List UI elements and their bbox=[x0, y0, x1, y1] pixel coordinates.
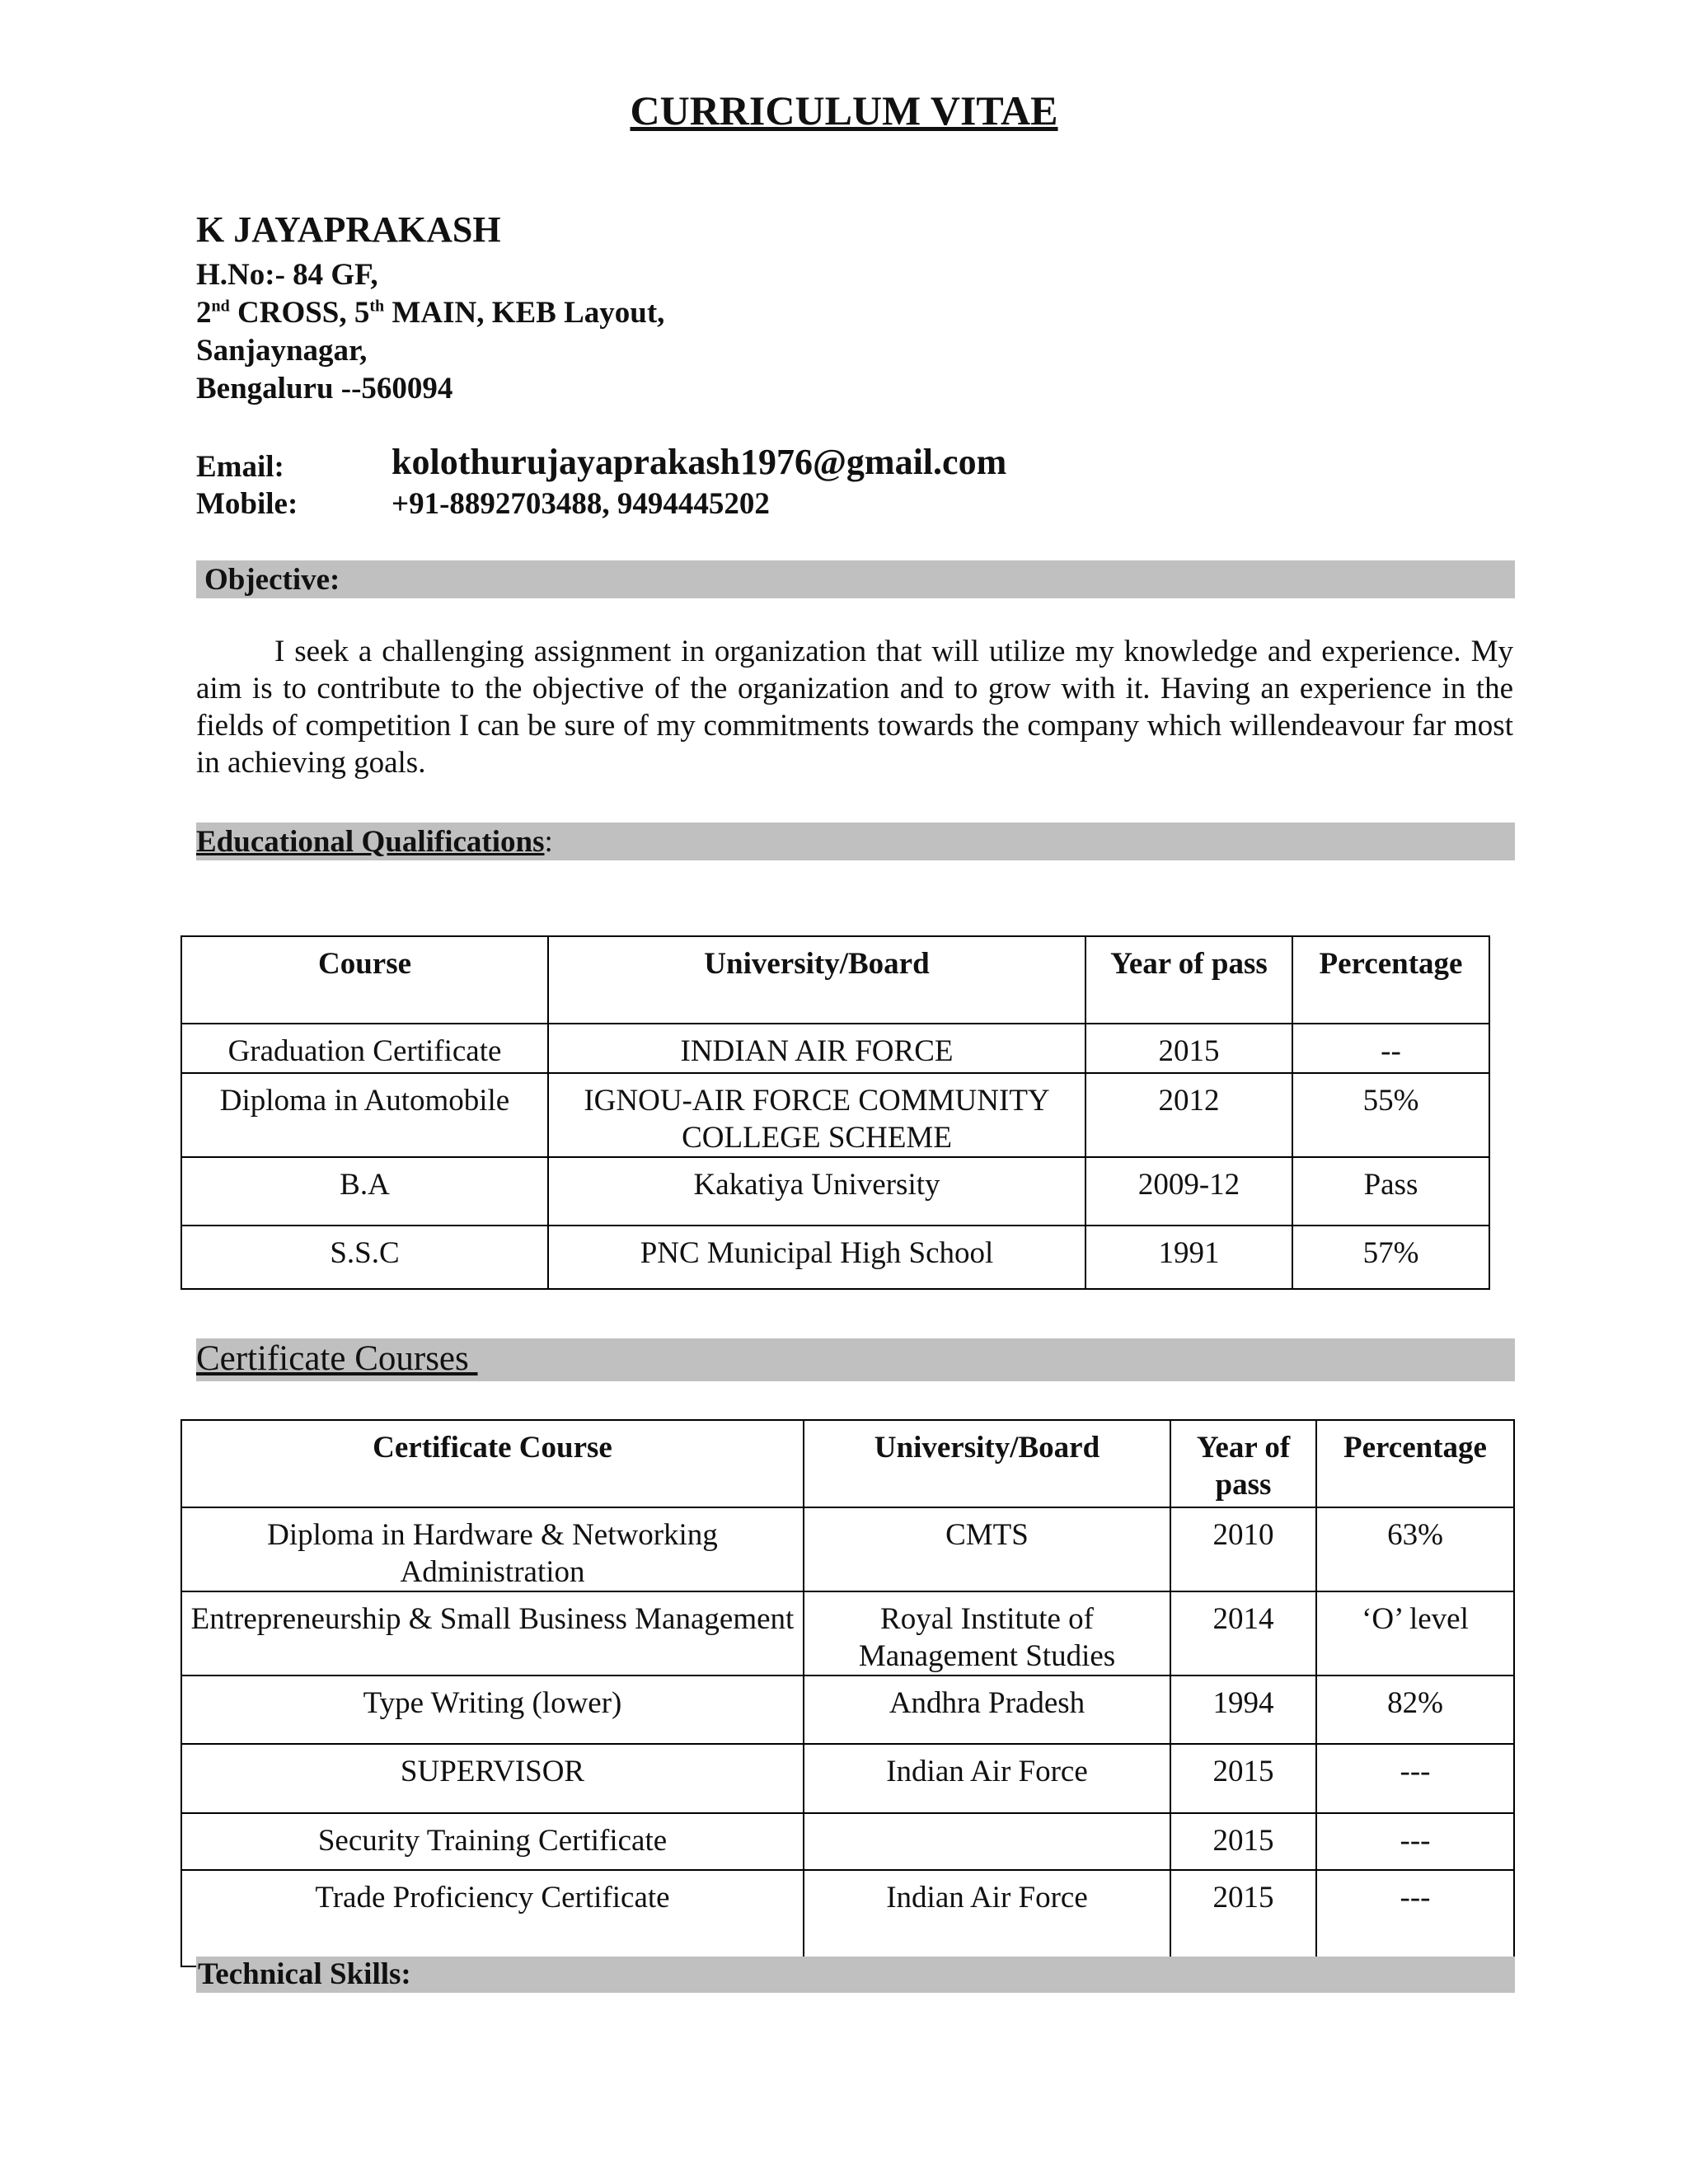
table-cell: B.A bbox=[181, 1157, 548, 1226]
table-cell: 2012 bbox=[1085, 1073, 1292, 1157]
column-header: Year of pass bbox=[1170, 1420, 1316, 1507]
technical-heading-bar bbox=[196, 1957, 1515, 1993]
table-cell: --- bbox=[1316, 1813, 1514, 1870]
education-table bbox=[181, 935, 1490, 1290]
table-cell: Indian Air Force bbox=[804, 1870, 1170, 1966]
column-header: University/Board bbox=[548, 936, 1085, 1024]
table-cell: Kakatiya University bbox=[548, 1157, 1085, 1226]
document-title: CURRICULUM VITAE bbox=[630, 87, 1058, 134]
table-cell bbox=[804, 1813, 1170, 1870]
certificates-heading-bar bbox=[196, 1338, 1515, 1381]
table-row bbox=[181, 1675, 1514, 1744]
table-cell: 63% bbox=[1316, 1507, 1514, 1591]
table-cell: Diploma in Hardware & Networking Administration bbox=[181, 1507, 804, 1591]
column-header: University/Board bbox=[804, 1420, 1170, 1507]
table-cell: 2015 bbox=[1170, 1744, 1316, 1813]
table-cell: Andhra Pradesh bbox=[804, 1675, 1170, 1744]
table-cell: 2015 bbox=[1170, 1870, 1316, 1966]
table-row bbox=[181, 1870, 1514, 1966]
certificates-header-row bbox=[181, 1420, 1514, 1507]
table-cell: Security Training Certificate bbox=[181, 1813, 804, 1870]
table-cell: 1991 bbox=[1085, 1226, 1292, 1289]
certificates-table bbox=[181, 1419, 1515, 1967]
education-header-row bbox=[181, 936, 1489, 1024]
column-header: Certificate Course bbox=[181, 1420, 804, 1507]
mobile-label: Mobile: bbox=[196, 487, 298, 521]
table-cell: S.S.C bbox=[181, 1226, 548, 1289]
table-cell: Graduation Certificate bbox=[181, 1024, 548, 1073]
table-cell: 2014 bbox=[1170, 1591, 1316, 1675]
address-line-4: Bengaluru --560094 bbox=[196, 372, 453, 405]
table-cell: 2010 bbox=[1170, 1507, 1316, 1591]
table-cell: --- bbox=[1316, 1870, 1514, 1966]
table-row bbox=[181, 1591, 1514, 1675]
column-header: Percentage bbox=[1292, 936, 1489, 1024]
address-line-2: 2nd CROSS, 5th MAIN, KEB Layout, bbox=[196, 296, 665, 330]
table-row bbox=[181, 1507, 1514, 1591]
table-cell: INDIAN AIR FORCE bbox=[548, 1024, 1085, 1073]
table-row bbox=[181, 1226, 1489, 1289]
table-cell: Trade Proficiency Certificate bbox=[181, 1870, 804, 1966]
table-cell: Diploma in Automobile bbox=[181, 1073, 548, 1157]
table-cell: CMTS bbox=[804, 1507, 1170, 1591]
column-header: Course bbox=[181, 936, 548, 1024]
column-header: Percentage bbox=[1316, 1420, 1514, 1507]
table-cell: 2015 bbox=[1085, 1024, 1292, 1073]
table-cell: ‘O’ level bbox=[1316, 1591, 1514, 1675]
education-heading-bar bbox=[196, 823, 1515, 860]
objective-heading: Objective: bbox=[204, 563, 340, 597]
table-row bbox=[181, 1813, 1514, 1870]
candidate-name: K JAYAPRAKASH bbox=[196, 209, 501, 250]
table-cell: IGNOU-AIR FORCE COMMUNITY COLLEGE SCHEME bbox=[548, 1073, 1085, 1157]
table-cell: SUPERVISOR bbox=[181, 1744, 804, 1813]
email-value: kolothurujayaprakash1976@gmail.com bbox=[392, 442, 1007, 482]
table-cell: Type Writing (lower) bbox=[181, 1675, 804, 1744]
table-cell: 55% bbox=[1292, 1073, 1489, 1157]
table-row bbox=[181, 1157, 1489, 1226]
address-line-3: Sanjaynagar, bbox=[196, 334, 368, 368]
table-cell: 2009-12 bbox=[1085, 1157, 1292, 1226]
certificates-heading: Certificate Courses bbox=[196, 1339, 478, 1378]
address-line-1: H.No:- 84 GF, bbox=[196, 258, 378, 292]
education-heading: Educational Qualifications: bbox=[196, 825, 553, 859]
table-cell: Royal Institute of Management Studies bbox=[804, 1591, 1170, 1675]
table-cell: Entrepreneurship & Small Business Management bbox=[181, 1591, 804, 1675]
email-label: Email: bbox=[196, 450, 284, 484]
table-cell: -- bbox=[1292, 1024, 1489, 1073]
table-row bbox=[181, 1073, 1489, 1157]
technical-heading: Technical Skills: bbox=[198, 1957, 411, 1991]
table-cell: Indian Air Force bbox=[804, 1744, 1170, 1813]
table-cell: Pass bbox=[1292, 1157, 1489, 1226]
mobile-value: +91-8892703488, 9494445202 bbox=[392, 487, 770, 521]
table-cell: PNC Municipal High School bbox=[548, 1226, 1085, 1289]
table-cell: --- bbox=[1316, 1744, 1514, 1813]
column-header: Year of pass bbox=[1085, 936, 1292, 1024]
table-cell: 57% bbox=[1292, 1226, 1489, 1289]
table-cell: 2015 bbox=[1170, 1813, 1316, 1870]
objective-heading-bar bbox=[196, 560, 1515, 598]
table-row bbox=[181, 1024, 1489, 1073]
table-cell: 82% bbox=[1316, 1675, 1514, 1744]
table-row bbox=[181, 1744, 1514, 1813]
objective-text: I seek a challenging assignment in organization that will utilize my knowledge and experience. My aim is to contribute to the objective of the organization and to grow with it. Having an experience in the fields of competition I can be sure of my commitments towards the company which willendeavour far most in achieving goals. bbox=[196, 635, 1513, 780]
table-cell: 1994 bbox=[1170, 1675, 1316, 1744]
